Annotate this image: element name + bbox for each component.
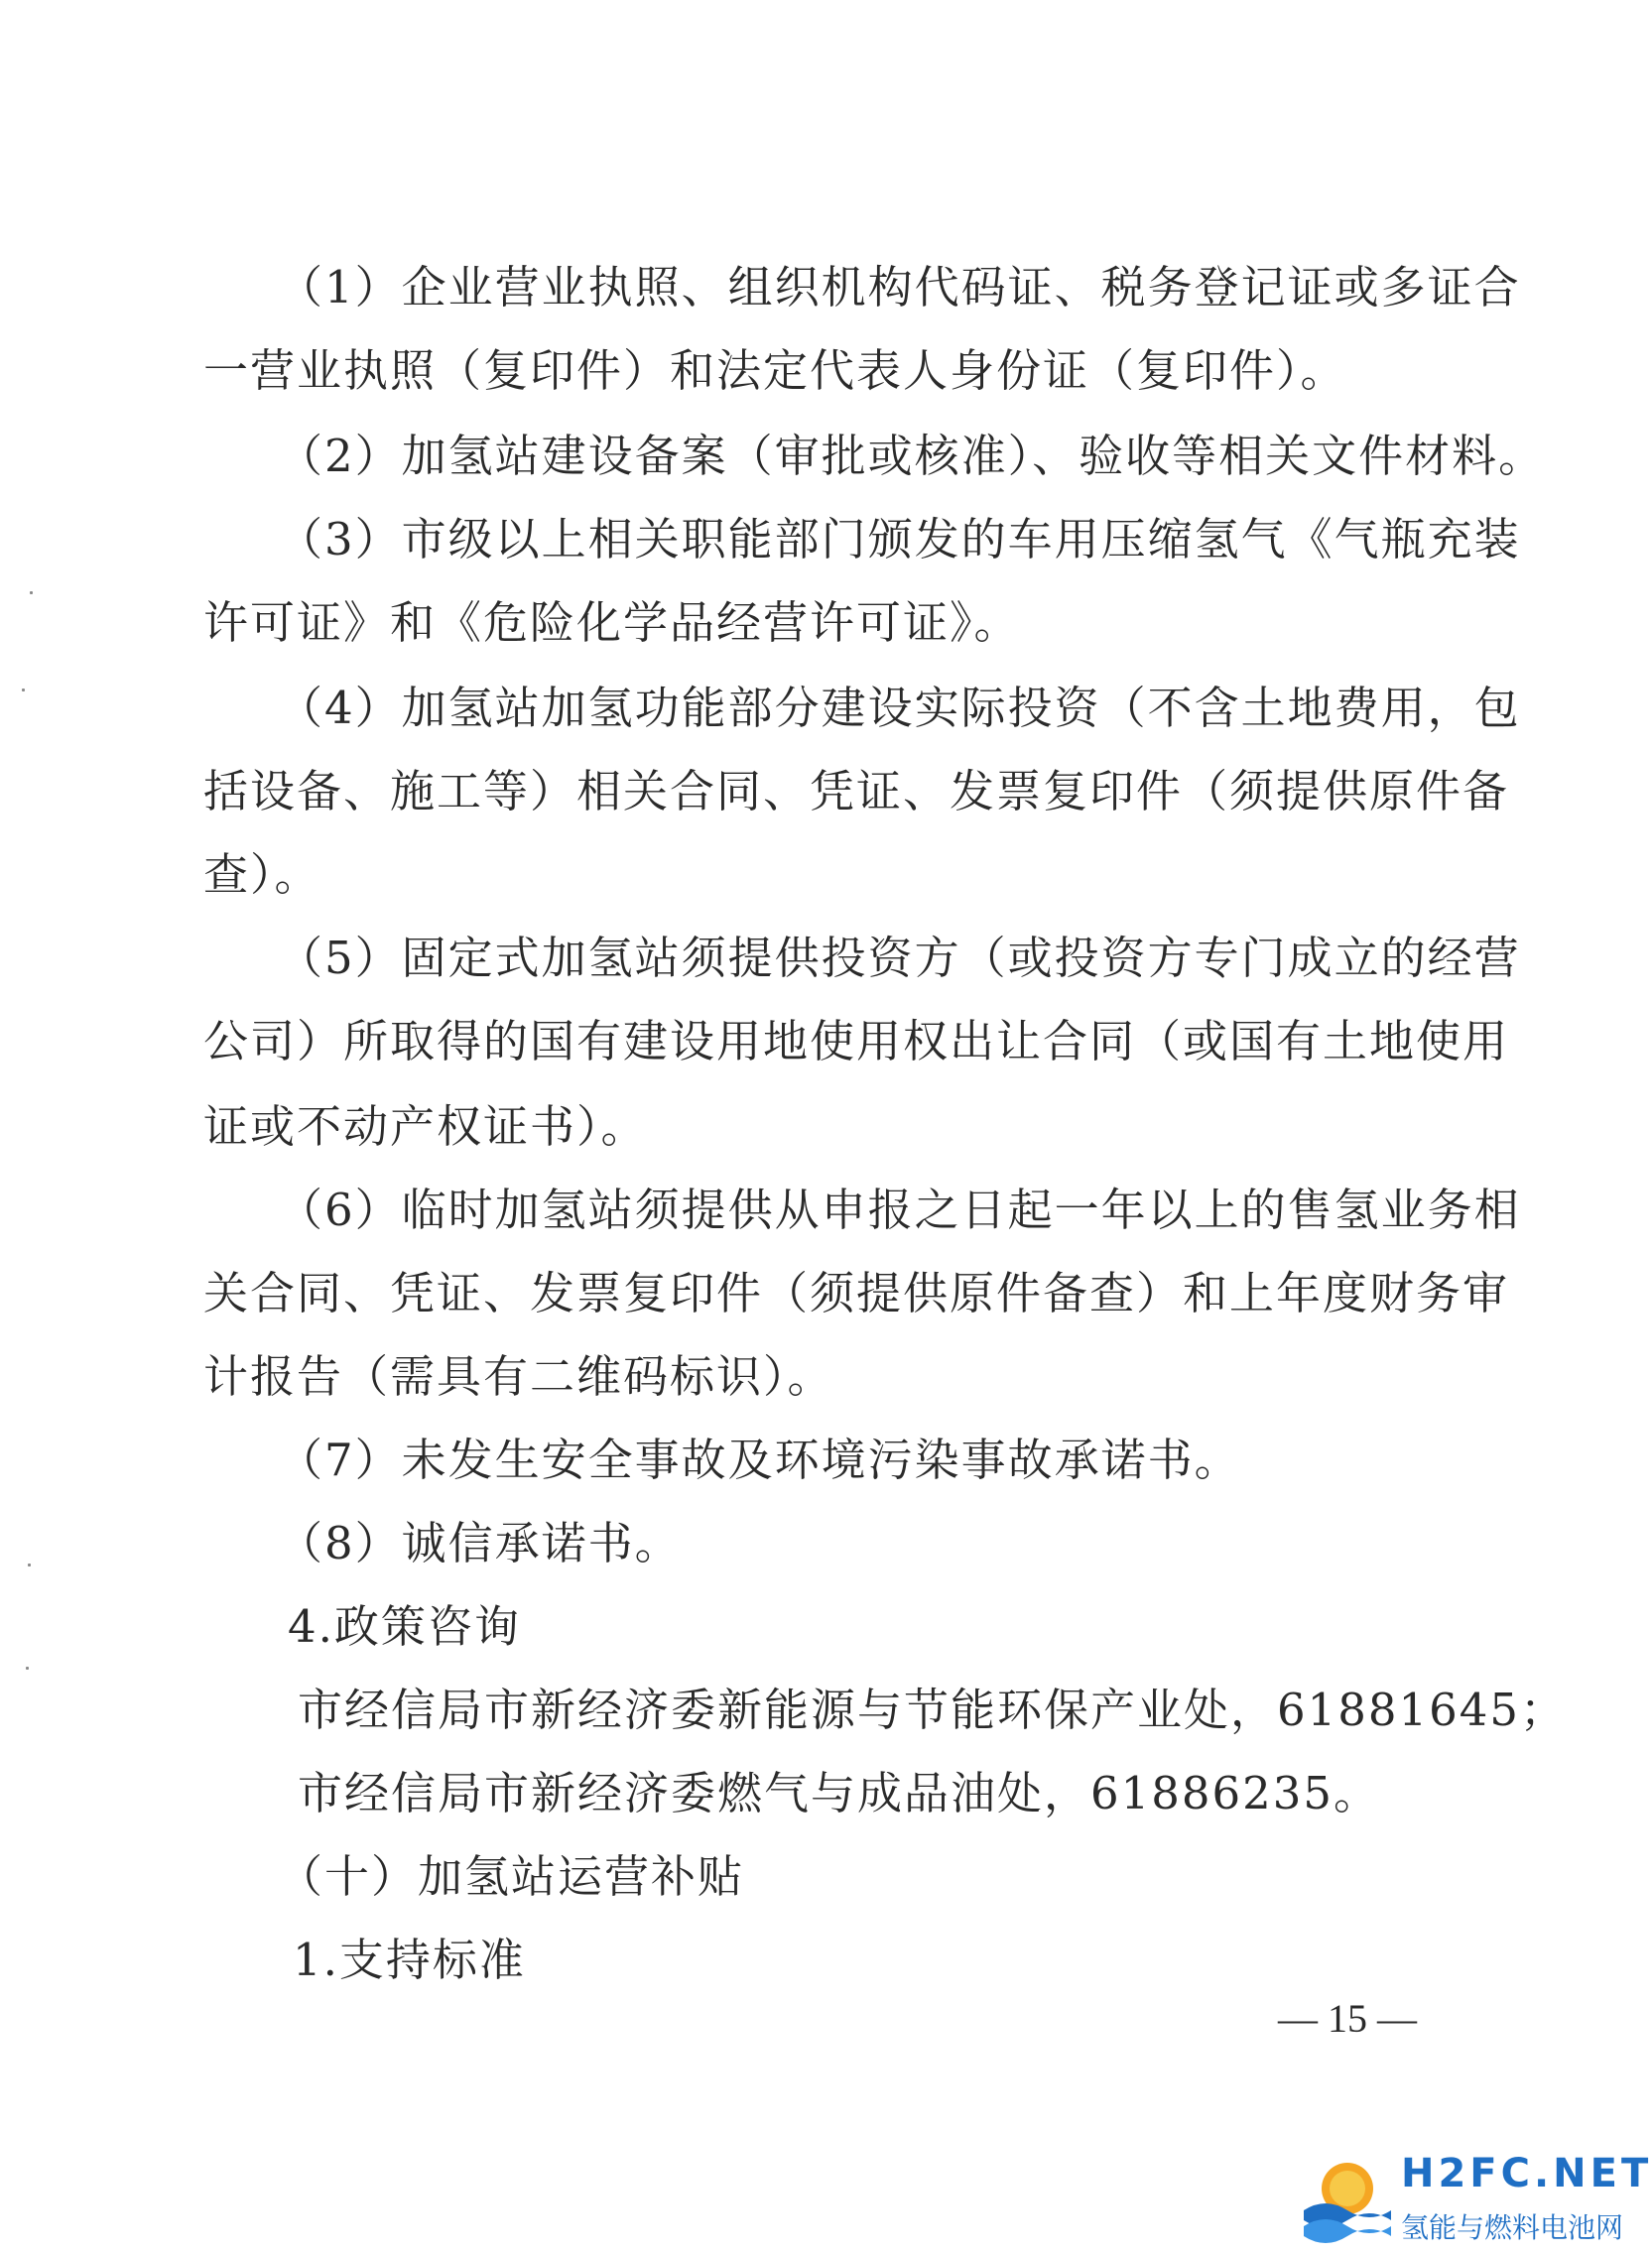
paragraph-line: （4）加氢站加氢功能部分建设实际投资（不含土地费用，包: [278, 682, 1521, 734]
h2fc-logo-icon: [1298, 2149, 1397, 2248]
scan-speck: [26, 1667, 29, 1670]
watermark: [1298, 2145, 1652, 2254]
paragraph-line: （2）加氢站建设备案（审批或核准）、验收等相关文件材料。: [278, 430, 1546, 482]
paragraph-line: 计报告（需具有二维码标识）。: [203, 1350, 834, 1403]
subsection-heading: 1.支持标准: [293, 1934, 526, 1986]
paragraph-line: 许可证》和《危险化学品经营许可证》。: [203, 596, 1021, 649]
paragraph-line: （5）固定式加氢站须提供投资方（或投资方专门成立的经营: [278, 932, 1521, 984]
paragraph-line: 公司）所取得的国有建设用地使用权出让合同（或国有土地使用: [203, 1015, 1510, 1067]
paragraph-line: （8）诚信承诺书。: [278, 1517, 682, 1569]
paragraph-line: 关合同、凭证、发票复印件（须提供原件备查）和上年度财务审: [203, 1267, 1510, 1319]
scan-speck: [22, 689, 25, 691]
scan-speck: [30, 591, 33, 594]
paragraph-line: 一营业执照（复印件）和法定代表人身份证（复印件）。: [203, 344, 1347, 397]
contact-line: 市经信局市新经济委燃气与成品油处，61886235。: [298, 1767, 1381, 1819]
watermark-brand: H2FC.NET: [1401, 2151, 1652, 2196]
section-heading: （十）加氢站运营补贴: [278, 1850, 745, 1903]
paragraph-line: 证或不动产权证书）。: [203, 1100, 648, 1153]
paragraph-line: （3）市级以上相关职能部门颁发的车用压缩氢气《气瓶充装: [278, 513, 1521, 565]
paragraph-line: （6）临时加氢站须提供从申报之日起一年以上的售氢业务相: [278, 1184, 1521, 1236]
scan-speck: [28, 1564, 31, 1566]
page-number: — 15 —: [1278, 1996, 1417, 2041]
section-heading: 4.政策咨询: [288, 1600, 521, 1653]
paragraph-line: 括设备、施工等）相关合同、凭证、发票复印件（须提供原件备: [203, 765, 1510, 817]
paragraph-line: 查）。: [203, 848, 321, 901]
watermark-subtitle: 氢能与燃料电池网: [1401, 2211, 1624, 2244]
contact-line: 市经信局市新经济委新能源与节能环保产业处，61881645；: [298, 1684, 1568, 1736]
paragraph-line: （7）未发生安全事故及环境污染事故承诺书。: [278, 1434, 1241, 1486]
paragraph-line: （1）企业营业执照、组织机构代码证、税务登记证或多证合: [278, 261, 1521, 313]
